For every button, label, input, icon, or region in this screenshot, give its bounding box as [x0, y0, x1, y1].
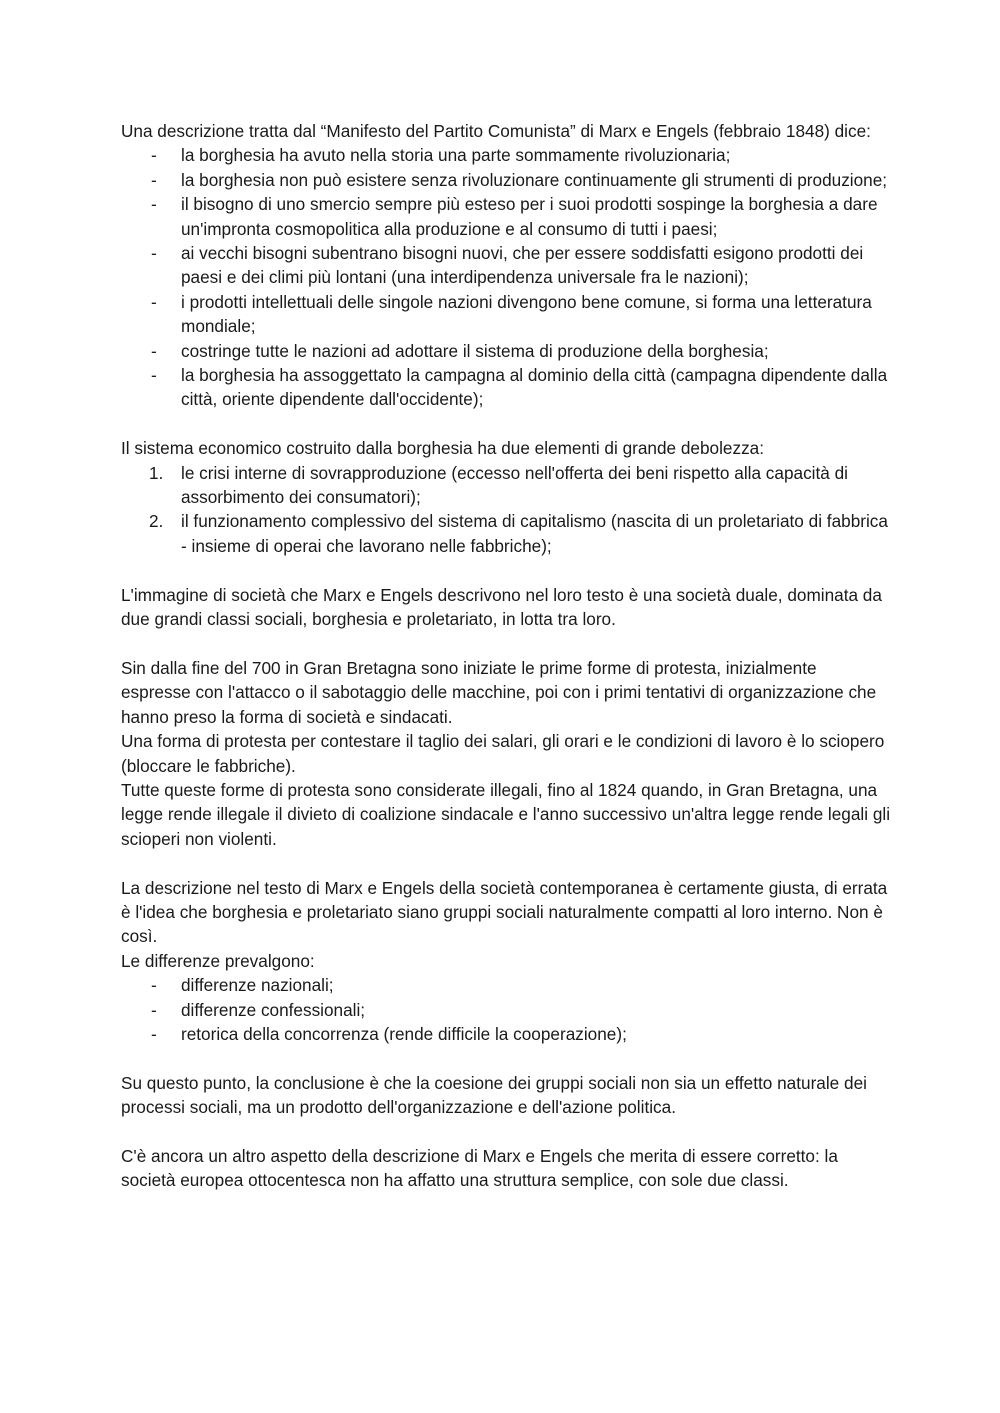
- conclusion-paragraph: Su questo punto, la conclusione è che la coesione dei gruppi sociali non sia un effetto naturale dei processi sociali, ma un prodotto dell'organizzazione e dell'azione politica.: [121, 1072, 867, 1118]
- list-item-text: il bisogno di uno smercio sempre più esteso per i suoi prodotti sospinge la borghesia a dare un'impronta cosmopolitica alla produzione e al consumo di tutti i paesi;: [181, 194, 878, 239]
- protest-paragraph: Sin dalla fine del 700 in Gran Bretagna sono iniziate le prime forme di protesta, inizialmente espresse con l'attacco o il sabotaggio delle macchine, poi con i primi tentativi di organizzazione che hanno preso la forma di società e sindacati.: [121, 657, 877, 727]
- differences-heading: Le differenze prevalgono:: [121, 950, 315, 971]
- paragraph-spacer: [121, 1120, 891, 1144]
- list-item: [121, 241, 891, 290]
- paragraph-spacer: [121, 632, 891, 656]
- list-item-text: costringe tutte le nazioni ad adottare il sistema di produzione della borghesia;: [181, 340, 769, 361]
- list-item-text: la borghesia non può esistere senza rivoluzionare continuamente gli strumenti di produzione;: [181, 169, 888, 190]
- list-item-text: retorica della concorrenza (rende difficile la cooperazione);: [181, 1023, 627, 1044]
- list-bullet: -: [151, 999, 157, 1020]
- paragraph-spacer: [121, 851, 891, 875]
- final-paragraph: C'è ancora un altro aspetto della descrizione di Marx e Engels che merita di essere corretto: la società europea ottocentesca non ha affatto una struttura semplice, con sole due classi.: [121, 1145, 838, 1191]
- list-bullet: -: [151, 145, 157, 166]
- list-number: 2.: [149, 511, 164, 532]
- list-item: [121, 339, 891, 363]
- list-item-text: la borghesia ha avuto nella storia una parte sommamente rivoluzionaria;: [181, 145, 731, 166]
- list-item: [121, 290, 891, 339]
- strike-paragraph: Una forma di protesta per contestare il taglio dei salari, gli orari e le condizioni di lavoro è lo sciopero (bloccare le fabbriche).: [121, 731, 885, 776]
- list-item-text: la borghesia ha assoggettato la campagna al dominio della città (campagna dipendente dalla città, oriente dipendente dall'occidente);: [181, 365, 888, 410]
- list-item-text: i prodotti intellettuali delle singole nazioni divengono bene comune, si forma una letteratura mondiale;: [181, 291, 872, 337]
- list-item: [121, 192, 891, 241]
- list-item-text: le crisi interne di sovrapproduzione (eccesso nell'offerta dei beni rispetto alla capacità di assorbimento dei consumatori);: [181, 462, 848, 508]
- paragraph-spacer: [121, 558, 891, 582]
- list-item: [121, 461, 891, 510]
- differences-bullet-list: [121, 973, 891, 1046]
- list-item: [121, 1022, 891, 1046]
- legislation-paragraph: Tutte queste forme di protesta sono considerate illegali, fino al 1824 quando, in Gran Bretagna, una legge rende illegale il divieto di coalizione sindacale e l'anno successivo un'altra legge rende legali gli scioperi non violenti.: [121, 779, 891, 849]
- weakness-numbered-list: [121, 461, 891, 559]
- list-bullet: -: [151, 1023, 157, 1044]
- list-bullet: -: [151, 194, 157, 215]
- intro-bullet-list: [121, 143, 891, 411]
- document-body: [121, 119, 891, 1193]
- list-item: [121, 143, 891, 167]
- list-item: [121, 973, 891, 997]
- list-bullet: -: [151, 243, 157, 264]
- paragraph-spacer: [121, 1046, 891, 1070]
- list-item: [121, 168, 891, 192]
- list-item: [121, 998, 891, 1022]
- critique-paragraph: La descrizione nel testo di Marx e Engels della società contemporanea è certamente giusta, di errata è l'idea che borghesia e proletariato siano gruppi sociali naturalmente compatti al loro interno. Non è così.: [121, 877, 888, 947]
- list-item-text: il funzionamento complessivo del sistema di capitalismo (nascita di un proletariato di fabbrica - insieme di operai che lavorano nelle fabbriche);: [181, 511, 888, 556]
- society-paragraph: L'immagine di società che Marx e Engels descrivono nel loro testo è una società duale, dominata da due grandi classi sociali, borghesia e proletariato, in lotta tra loro.: [121, 584, 882, 630]
- list-item-text: differenze confessionali;: [181, 999, 366, 1020]
- list-bullet: -: [151, 169, 157, 190]
- list-item-text: ai vecchi bisogni subentrano bisogni nuovi, che per essere soddisfatti esigono prodotti dei paesi e dei climi più lontani (una interdipendenza universale fra le nazioni);: [181, 243, 864, 288]
- list-item: [121, 363, 891, 412]
- weakness-paragraph: Il sistema economico costruito dalla borghesia ha due elementi di grande debolezza:: [121, 438, 765, 459]
- list-item-text: differenze nazionali;: [181, 975, 334, 996]
- list-bullet: -: [151, 340, 157, 361]
- intro-paragraph: Una descrizione tratta dal “Manifesto del Partito Comunista” di Marx e Engels (febbraio 1848) dice:: [121, 121, 871, 141]
- list-bullet: -: [151, 365, 157, 386]
- paragraph-spacer: [121, 412, 891, 436]
- list-bullet: -: [151, 291, 157, 312]
- list-number: 1.: [149, 462, 164, 483]
- list-bullet: -: [151, 975, 157, 996]
- list-item: [121, 509, 891, 558]
